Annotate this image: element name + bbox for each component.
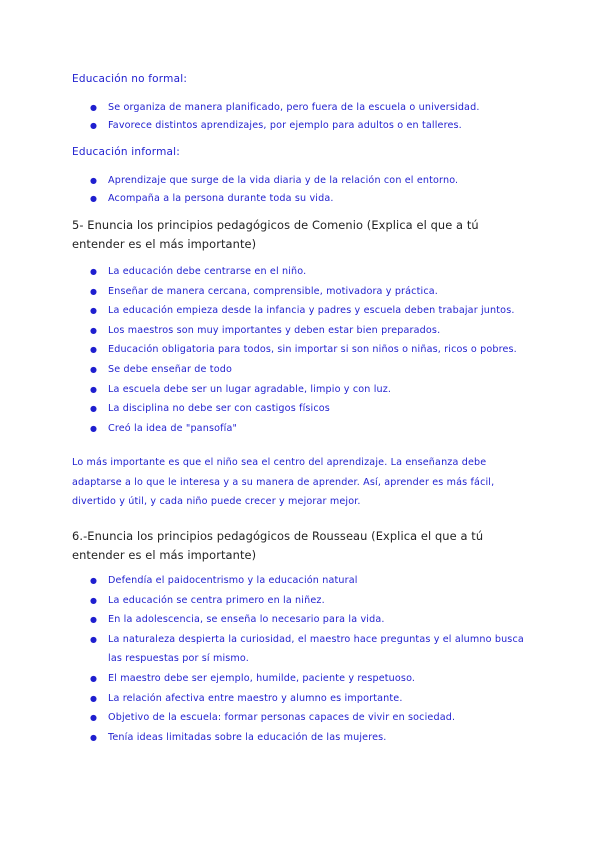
no-formal-list bbox=[0, 99, 600, 135]
bullet-icon: ● bbox=[90, 306, 98, 316]
list-item: ● Se organiza de manera planificado, pero fuera de la escuela o universidad. bbox=[0, 99, 600, 117]
bullet-icon: ● bbox=[90, 384, 98, 394]
informal-list bbox=[0, 172, 600, 208]
list-item: ● Educación obligatoria para todos, sin importar si son niños o niñas, ricos o pobres. bbox=[0, 340, 600, 360]
rousseau-heading: 6.-Enuncia los principios pedagógicos de Rousseau (Explica el que a tú entender es el más importante) bbox=[72, 529, 484, 562]
list-item: ● Tenía ideas limitadas sobre la educación de las mujeres. bbox=[0, 728, 600, 748]
bullet-icon: ● bbox=[90, 732, 98, 742]
list-item: ● Se debe enseñar de todo bbox=[0, 360, 600, 380]
list-item: ● Objetivo de la escuela: formar personas capaces de vivir en sociedad. bbox=[0, 708, 600, 728]
list-item: ● La escuela debe ser un lugar agradable, limpio y con luz. bbox=[0, 380, 600, 400]
informal-label: Educación informal: bbox=[72, 146, 181, 158]
list-item: ● Enseñar de manera cercana, comprensible, motivadora y práctica. bbox=[0, 282, 600, 302]
bullet-icon: ● bbox=[90, 673, 98, 683]
bullet-icon: ● bbox=[90, 423, 98, 433]
bullet-icon: ● bbox=[90, 176, 98, 185]
bullet-icon: ● bbox=[90, 194, 98, 203]
bullet-icon: ● bbox=[90, 364, 98, 374]
list-item: ● El maestro debe ser ejemplo, humilde, paciente y respetuoso. bbox=[0, 669, 600, 689]
list-item: ● La educación debe centrarse en el niño. bbox=[0, 262, 600, 282]
list-item: ● Creó la idea de "pansofía" bbox=[0, 419, 600, 439]
comenio-list bbox=[0, 262, 600, 438]
list-item: ● La disciplina no debe ser con castigos físicos bbox=[0, 399, 600, 419]
list-item: ● Defendía el paidocentrismo y la educación natural bbox=[0, 571, 600, 591]
bullet-icon: ● bbox=[90, 267, 98, 276]
list-item: ● Favorece distintos aprendizajes, por ejemplo para adultos o en talleres. bbox=[0, 117, 600, 135]
bullet-icon: ● bbox=[90, 325, 98, 335]
bullet-icon: ● bbox=[90, 286, 98, 296]
list-item: ● Los maestros son muy importantes y deben estar bien preparados. bbox=[0, 321, 600, 341]
comenio-heading: 5- Enuncia los principios pedagógicos de Comenio (Explica el que a tú entender es el más importante) bbox=[72, 218, 479, 251]
list-item: ● La educación empieza desde la infancia y padres y escuela deben trabajar juntos. bbox=[0, 301, 600, 321]
list-item: ● La naturaleza despierta la curiosidad, el maestro hace preguntas y el alumno busca las respuestas por sí mismo. bbox=[0, 630, 600, 669]
list-item: ● Aprendizaje que surge de la vida diaria y de la relación con el entorno. bbox=[0, 172, 600, 190]
bullet-icon: ● bbox=[90, 404, 98, 414]
bullet-icon: ● bbox=[90, 634, 98, 644]
bullet-icon: ● bbox=[90, 103, 98, 112]
list-item: ● La relación afectiva entre maestro y alumno es importante. bbox=[0, 689, 600, 709]
bullet-icon: ● bbox=[90, 595, 98, 605]
no-formal-label: Educación no formal: bbox=[72, 73, 188, 85]
bullet-icon: ● bbox=[90, 345, 98, 355]
list-item: ● En la adolescencia, se enseña lo necesario para la vida. bbox=[0, 610, 600, 630]
comenio-answer: Lo más importante es que el niño sea el centro del aprendizaje. La enseñanza debe adaptarse a lo que le interesa y a su manera de aprender. Así, aprender es más fácil, divertido y útil, y cada niño puede crecer y mejorar mejor. bbox=[72, 457, 495, 507]
bullet-icon: ● bbox=[90, 576, 98, 585]
bullet-icon: ● bbox=[90, 693, 98, 703]
bullet-icon: ● bbox=[90, 615, 98, 625]
rousseau-list bbox=[0, 571, 600, 747]
bullet-icon: ● bbox=[90, 713, 98, 723]
list-item: ● Acompaña a la persona durante toda su vida. bbox=[0, 190, 600, 208]
bullet-icon: ● bbox=[90, 121, 98, 130]
list-item: ● La educación se centra primero en la niñez. bbox=[0, 591, 600, 611]
